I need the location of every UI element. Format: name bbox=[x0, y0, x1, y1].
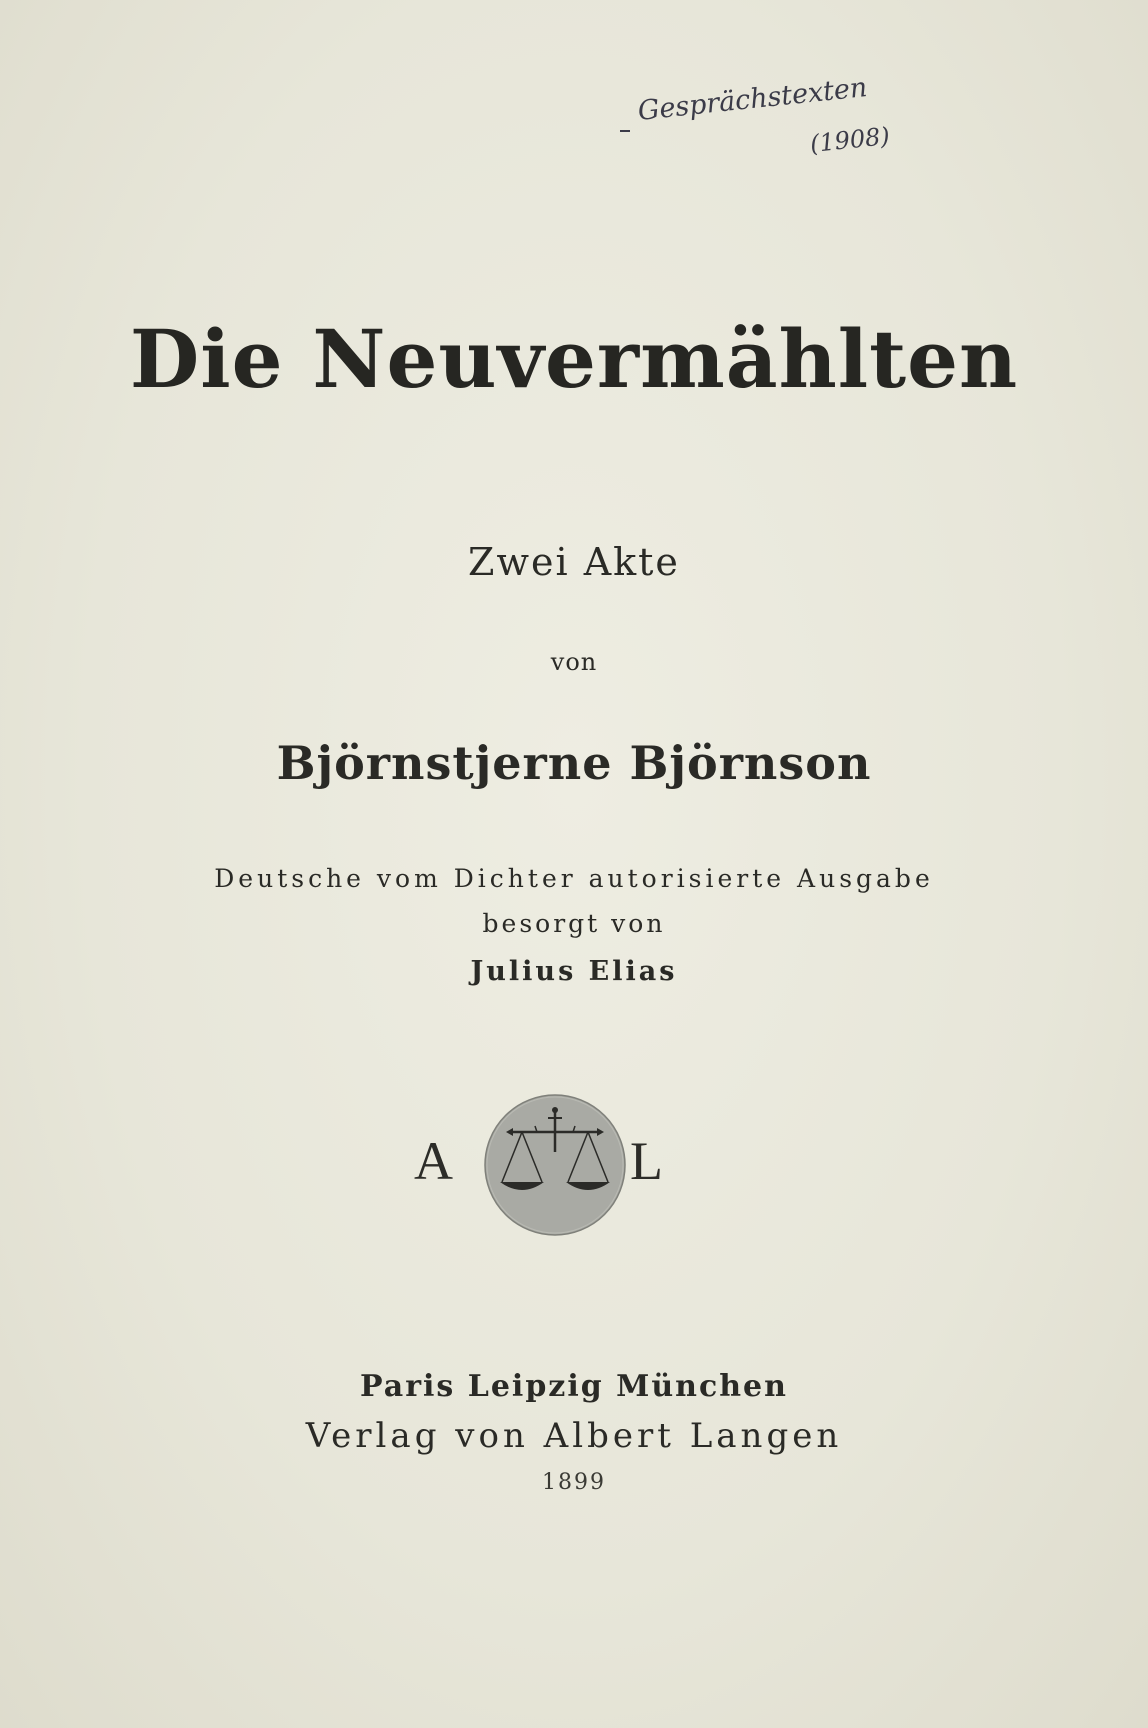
author-name: Björnstjerne Björnson bbox=[276, 736, 872, 790]
logo-letter-a: A bbox=[414, 1131, 453, 1191]
handwritten-dash bbox=[620, 130, 630, 132]
imprint-places: Paris Leipzig München bbox=[360, 1369, 788, 1404]
edition-note: Deutsche vom Dichter autorisierte Ausgabe bbox=[214, 864, 934, 893]
edited-by-label: besorgt von bbox=[482, 909, 666, 938]
book-subtitle: Zwei Akte bbox=[468, 540, 680, 584]
imprint-publisher: Verlag von Albert Langen bbox=[305, 1416, 843, 1456]
handwritten-note-line-1: Gesprächstexten bbox=[636, 72, 869, 127]
handwritten-note-line-2: (1908) bbox=[808, 121, 892, 159]
scales-icon bbox=[480, 1090, 630, 1240]
by-word: von bbox=[550, 648, 598, 676]
imprint-year: 1899 bbox=[542, 1470, 606, 1495]
book-title: Die Neuvermählten bbox=[129, 312, 1019, 406]
logo-letter-l: L bbox=[630, 1131, 663, 1191]
translator-name: Julius Elias bbox=[470, 956, 678, 987]
publisher-logo bbox=[410, 1090, 740, 1240]
handwritten-note bbox=[620, 72, 920, 166]
